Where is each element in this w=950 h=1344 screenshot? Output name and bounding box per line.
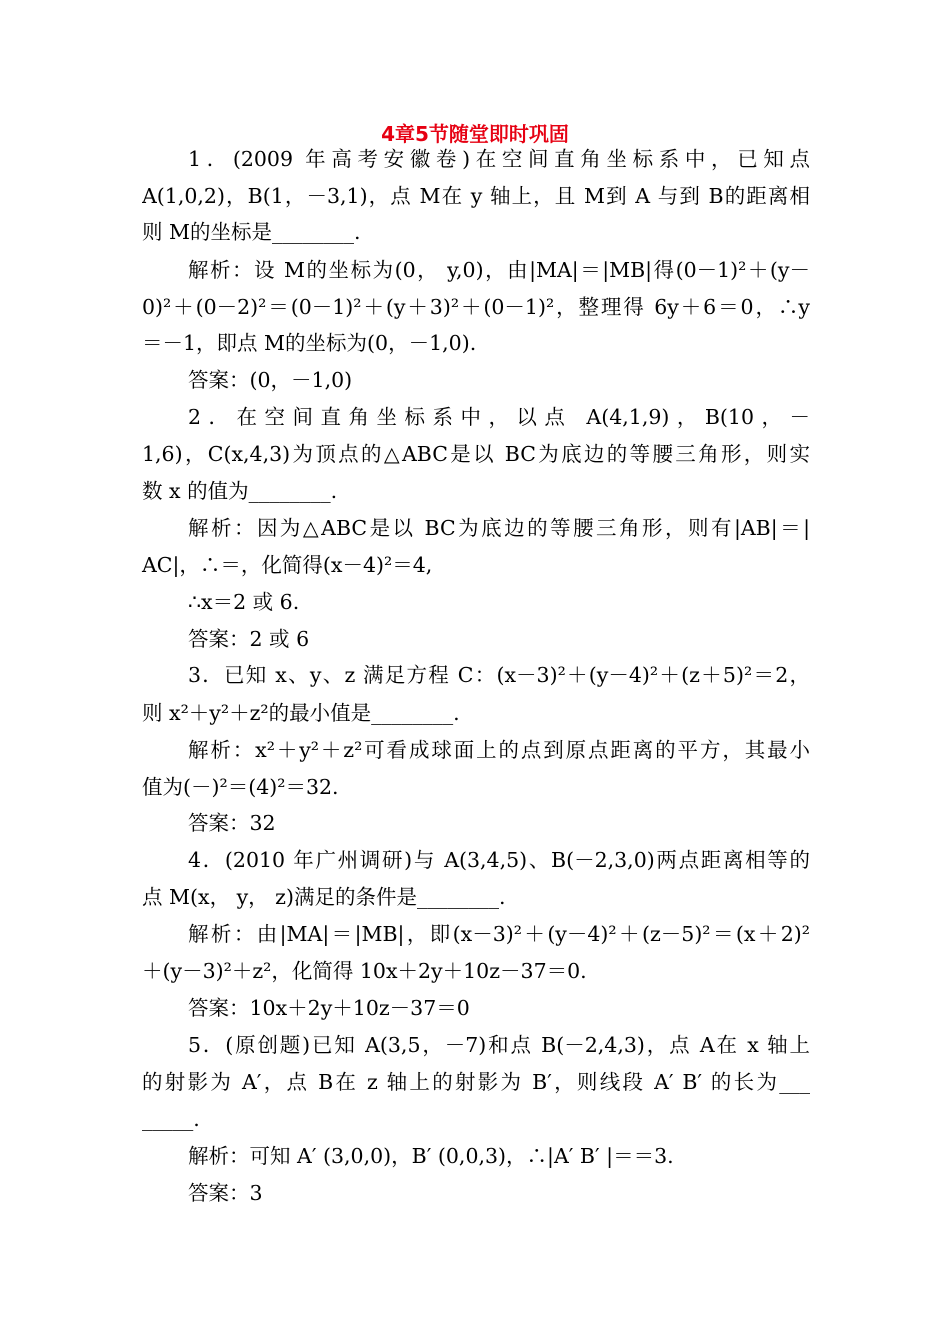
text-line: 解析：可知 A′ (3,0,0)，B′ (0,0,3)，∴|A′ B′ |＝＝3. bbox=[188, 1144, 674, 1168]
text-line: 点 M(x， y， z)满足的条件是________. bbox=[142, 885, 506, 909]
text-line: 值为(－)²＝(4)²＝32. bbox=[142, 775, 339, 799]
text-line: _____. bbox=[142, 1107, 200, 1131]
answer-line: 答案：3 bbox=[188, 1181, 263, 1205]
text-line: 的射影为 A′，点 B在 z 轴上的射影为 B′，则线段 A′ B′ 的长为___ bbox=[142, 1070, 810, 1094]
text-line: ∴x＝2 或 6. bbox=[188, 590, 300, 614]
text-line: 则 M的坐标是________. bbox=[142, 220, 361, 244]
text-line: 4．(2010 年广州调研)与 A(3,4,5)、B(－2,3,0)两点距离相等的 bbox=[188, 848, 810, 872]
text-line: ＋(y－3)²＋z²，化简得 10x＋2y＋10z－37＝0. bbox=[142, 959, 587, 983]
text-line: 1．(2009 年高考安徽卷)在空间直角坐标系中，已知点 bbox=[188, 147, 810, 171]
answer-line: 答案：32 bbox=[188, 811, 276, 835]
answer-line: 答案：10x＋2y＋10z－37＝0 bbox=[188, 996, 470, 1020]
text-line: AC|，∴＝，化简得(x－4)²＝4, bbox=[142, 553, 433, 577]
text-line: 3．已知 x、y、z 满足方程 C：(x－3)²＋(y－4)²＋(z＋5)²＝2， bbox=[188, 663, 810, 687]
text-line: 1,6)，C(x,4,3)为顶点的△ABC是以 BC为底边的等腰三角形，则实 bbox=[142, 442, 810, 466]
answer-line: 答案：2 或 6 bbox=[188, 627, 310, 651]
text-line: 2．在空间直角坐标系中，以点 A(4,1,9)，B(10，－ bbox=[188, 405, 810, 429]
page-title: 4章5节随堂即时巩固 bbox=[381, 122, 569, 146]
text-line: 则 x²＋y²＋z²的最小值是________. bbox=[142, 701, 460, 725]
text-line: 解析：设 M的坐标为(0， y,0)，由|MA|＝|MB|得(0－1)²＋(y－ bbox=[188, 258, 810, 282]
answer-line: 答案：(0，－1,0) bbox=[188, 368, 353, 392]
text-line: 数 x 的值为________. bbox=[142, 479, 338, 503]
text-line: 解析：由|MA|＝|MB|，即(x－3)²＋(y－4)²＋(z－5)²＝(x＋2)² bbox=[188, 922, 810, 946]
text-line: A(1,0,2)，B(1，－3,1)，点 M在 y 轴上，且 M到 A 与到 B的距离相 bbox=[142, 184, 810, 208]
text-line: 解析：因为△ABC是以 BC为底边的等腰三角形，则有|AB|＝| bbox=[188, 516, 810, 540]
text-line: 0)²＋(0－2)²＝(0－1)²＋(y＋3)²＋(0－1)²，整理得 6y＋6＝0，∴y bbox=[142, 295, 810, 319]
text-line: ＝－1，即点 M的坐标为(0，－1,0). bbox=[142, 331, 477, 355]
text-line: 解析：x²＋y²＋z²可看成球面上的点到原点距离的平方，其最小 bbox=[188, 738, 810, 762]
text-line: 5．(原创题)已知 A(3,5，－7)和点 B(－2,4,3)，点 A在 x 轴上 bbox=[188, 1033, 810, 1057]
